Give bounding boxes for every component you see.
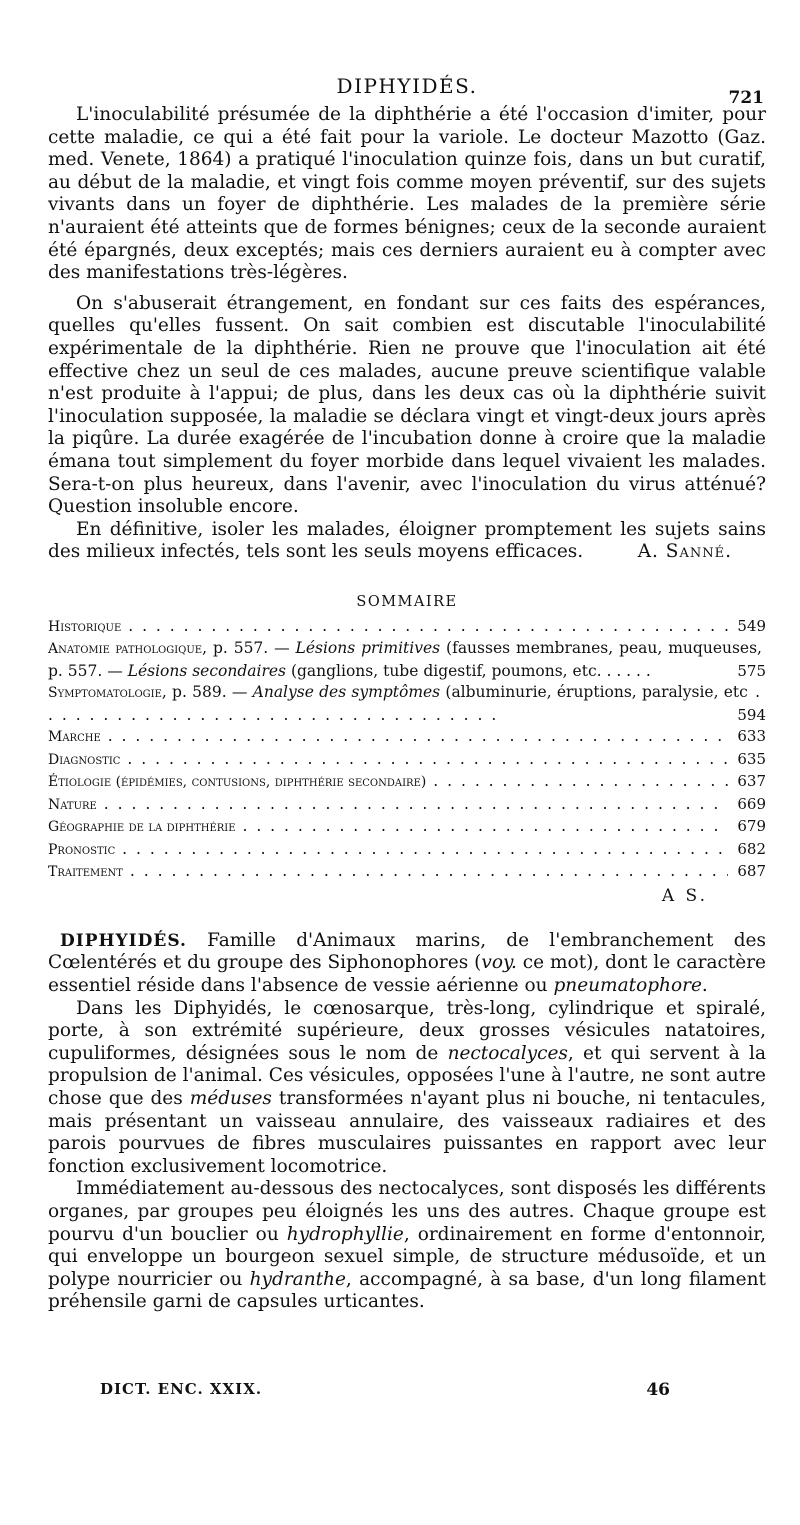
- toc-label: Géographie de la diphthérie: [48, 819, 236, 836]
- toc-row-geographie: [48, 816, 766, 839]
- page-footer: [100, 1380, 670, 1400]
- toc-row-pronostic: [48, 839, 766, 862]
- toc-label: Traitement: [48, 864, 123, 881]
- toc-row-nature: [48, 794, 766, 817]
- toc-label: Anatomie pathologique: [48, 641, 203, 658]
- toc-label: Symptomatologie: [48, 685, 162, 702]
- toc-page: 669: [737, 794, 766, 813]
- toc-label: Pronostic: [48, 841, 116, 858]
- paragraph-conclusion: [48, 519, 766, 564]
- toc-row-traitement: [48, 861, 766, 884]
- paragraph-critique: On s'abuserait étrangement, en fondant sur ces faits des espérances, quelles qu'elles fussent. On sait combien est discutable l'inoculabilité expérimentale de la diphthérie. Rien ne prouve que l'inoculation ait été effective chez un seul de ces malades, aucune preuve scientifique valable n'est produite à l'appui; de plus, dans les deux cas où la diphthérie suivit l'inoculation supposée, la maladie se déclara vingt et vingt-deux jours après la piqûre. La durée exagérée de l'incubation donne à croire que la maladie émana tout simplement du foyer morbide dans lequel vivaient les malades. Sera-t-on plus heureux, dans l'avenir, avec l'inoculation du virus atténué? Question insoluble encore.: [48, 292, 766, 518]
- toc-row-historique: [48, 616, 766, 639]
- paragraph-inoculation: L'inoculabilité présumée de la diphthérie a été l'occasion d'imiter, pour cette maladie, ce qui a été fait pour la variole. Le docteur Mazotto (Gaz. med. Venete, 1864) a pratiqué l'inoculation quinze fois, dans un but curatif, au début de la maladie, et vingt fois comme moyen préventif, sur des sujets vivants dans un foyer de diphthérie. Les malades de la première série n'auraient été atteints que de formes bénignes; ceux de la seconde auraient été épargnés, deux exceptés; mais ces derniers auraient eu à compter avec des manifestations très-légères.: [48, 104, 766, 284]
- toc-label: Étiologie (épidémies, contusions, diphthérie secondaire): [48, 774, 427, 791]
- toc-row-diagnostic: [48, 749, 766, 772]
- toc-row-marche: [48, 726, 766, 749]
- page-number: 721: [728, 88, 764, 108]
- toc-row-etiologie: [48, 771, 766, 794]
- toc-page: 594: [737, 705, 766, 724]
- toc-page: 687: [737, 862, 766, 881]
- article-paragraph-structure: Dans les Diphyidés, le cœnosarque, très-long, cylindrique et spiralé, porte, à son extrémité supérieure, deux grosses vésicules natatoires, cupuliformes, désignées sous le nom de nectocalyces, et qui servent à la propulsion de l'animal. Ces vésicules, opposées l'une à l'autre, ne sont autre chose que des méduses transformées n'ayant plus ni bouche, ni tentacules, mais présentant un vaisseau annulaire, des vaisseaux radiaires et des parois pourvues de fibres musculaires puissantes en rapport avec leur fonction exclusivement locomotrice.: [48, 997, 766, 1177]
- running-head: DIPHYIDÉS.: [336, 74, 478, 98]
- toc-page: 575: [737, 661, 766, 680]
- page: [48, 70, 766, 1314]
- toc-list: [48, 616, 766, 884]
- toc-page: 633: [737, 727, 766, 746]
- toc-page: 637: [737, 772, 766, 791]
- author-signature: A. Sanné.: [637, 541, 732, 563]
- toc-label: Diagnostic: [48, 751, 121, 768]
- toc-label: Marche: [48, 729, 101, 746]
- toc-page: 679: [737, 817, 766, 836]
- article-paragraph-definition: DIPHYIDÉS. Famille d'Animaux marins, de l'embranchement des Cœlentérés et du groupe des Siphonophores (voy. ce mot), dont le caractère essentiel réside dans l'absence de vessie aérienne ou pneumatophore.: [48, 929, 767, 997]
- signature-mark: DICT. ENC. XXIX.: [100, 1380, 263, 1398]
- toc-row-symptomatologie: Symptomatologie, p. 589. — Analyse des symptômes (albuminurie, éruptions, paralysie, etc . . . . . . . . . . . . . . . . . . . . . . . . . . . . . . . . . . 594: [48, 682, 766, 726]
- diphtheria-section: [48, 104, 766, 564]
- article-paragraph-organs: Immédiatement au-dessous des nectocalyces, sont disposés les différents organes, par groupes peu éloignés les uns des autres. Chaque groupe est pourvu d'un bouclier ou hydrophyllie, ordinairement en forme d'entonnoir, qui enveloppe un bourgeon sexuel simple, de structure médusoïde, et un polype nourricier ou hydranthe, accompagné, à sa base, d'un long filament préhensile garni de capsules urticantes.: [48, 1178, 766, 1313]
- diphyides-article: [48, 930, 766, 1314]
- headword: DIPHYIDÉS.: [60, 930, 187, 951]
- sheet-number: 46: [646, 1380, 670, 1400]
- conclusion-text: En définitive, isoler les malades, éloigner promptement les sujets sains des milieux infectés, tels sont les seuls moyens efficaces.: [48, 518, 766, 563]
- toc-row-anatomie: Anatomie pathologique, p. 557. — Lésions primitives (fausses membranes, peau, muqueuses, p. 557. — Lésions secondaires (ganglions, tube digestif, poumons, etc. . . . . . 575: [48, 638, 766, 682]
- toc-label: Nature: [48, 796, 97, 813]
- sommaire-signature: A S.: [661, 885, 708, 906]
- sommaire-title: SOMMAIRE: [356, 593, 458, 610]
- toc-page: 549: [737, 616, 766, 635]
- sommaire: [48, 594, 766, 910]
- toc-page: 635: [737, 749, 766, 768]
- toc-page: 682: [737, 839, 766, 858]
- toc-label: Historique: [48, 618, 122, 635]
- page-header: [48, 70, 766, 108]
